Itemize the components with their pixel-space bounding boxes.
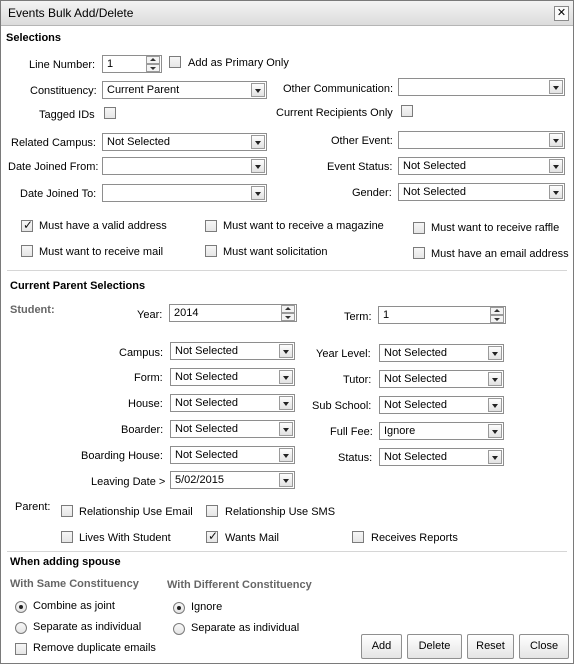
solicitation-label: Must want solicitation [223, 246, 328, 258]
other-event-select[interactable] [398, 131, 565, 149]
chevron-down-icon[interactable] [549, 133, 563, 147]
chevron-down-icon[interactable] [279, 473, 293, 487]
relationship-sms-label: Relationship Use SMS [225, 506, 336, 518]
lives-with-student-label: Lives With Student [79, 532, 171, 544]
tutor-select[interactable]: Not Selected [379, 370, 504, 388]
current-recipients-checkbox[interactable] [401, 105, 413, 117]
spin-up-icon[interactable] [146, 56, 160, 64]
form-label: Form: [134, 372, 163, 384]
mail-checkbox[interactable] [21, 245, 33, 257]
magazine-label: Must want to receive a magazine [223, 220, 384, 232]
relationship-sms-checkbox[interactable] [206, 505, 218, 517]
valid-address-checkbox[interactable] [21, 220, 33, 232]
relationship-email-checkbox[interactable] [61, 505, 73, 517]
parent-label: Parent: [15, 501, 51, 513]
campus-label: Campus: [119, 347, 164, 359]
spin-down-icon[interactable] [146, 64, 160, 72]
spouse-header: When adding spouse [10, 556, 121, 568]
date-joined-from-label: Date Joined From: [8, 161, 99, 173]
year-label: Year: [137, 309, 163, 321]
same-separate-label: Separate as individual [33, 621, 142, 633]
date-joined-to-label: Date Joined To: [20, 188, 97, 200]
magazine-checkbox[interactable] [205, 220, 217, 232]
add-button[interactable]: Add [361, 634, 402, 659]
spinner[interactable] [146, 56, 160, 72]
chevron-down-icon[interactable] [279, 370, 293, 384]
chevron-down-icon[interactable] [488, 424, 502, 438]
gender-select[interactable]: Not Selected [398, 183, 565, 201]
spinner[interactable] [281, 305, 295, 321]
reset-button[interactable]: Reset [467, 634, 514, 659]
chevron-down-icon[interactable] [549, 185, 563, 199]
email-address-label: Must have an email address [431, 248, 569, 260]
sub-school-label: Sub School: [312, 400, 372, 412]
chevron-down-icon[interactable] [279, 396, 293, 410]
full-fee-select[interactable]: Ignore [379, 422, 504, 440]
leaving-date-label: Leaving Date > [91, 476, 166, 488]
line-number-stepper[interactable]: 1 [102, 55, 162, 73]
chevron-down-icon[interactable] [251, 135, 265, 149]
house-select[interactable]: Not Selected [170, 394, 295, 412]
spin-down-icon[interactable] [281, 313, 295, 321]
same-constituency-header: With Same Constituency [10, 578, 139, 590]
delete-button[interactable]: Delete [407, 634, 462, 659]
constituency-label: Constituency: [30, 85, 97, 97]
different-constituency-header: With Different Constituency [167, 579, 312, 591]
chevron-down-icon[interactable] [488, 398, 502, 412]
raffle-checkbox[interactable] [413, 222, 425, 234]
close-icon[interactable]: ✕ [554, 6, 569, 21]
title-bar[interactable] [1, 1, 573, 26]
boarder-select[interactable]: Not Selected [170, 420, 295, 438]
other-communication-label: Other Communication: [283, 83, 394, 95]
tagged-ids-label: Tagged IDs [39, 109, 95, 121]
spinner[interactable] [490, 307, 504, 323]
related-campus-select[interactable]: Not Selected [102, 133, 267, 151]
gender-label: Gender: [352, 187, 392, 199]
chevron-down-icon[interactable] [251, 83, 265, 97]
selections-header: Selections [6, 32, 62, 44]
combine-joint-label: Combine as joint [33, 600, 115, 612]
receives-reports-checkbox[interactable] [352, 531, 364, 543]
other-event-label: Other Event: [331, 135, 393, 147]
campus-select[interactable]: Not Selected [170, 342, 295, 360]
spin-down-icon[interactable] [490, 315, 504, 323]
diff-separate-label: Separate as individual [191, 622, 300, 634]
add-primary-label: Add as Primary Only [188, 57, 289, 69]
email-address-checkbox[interactable] [413, 247, 425, 259]
diff-separate-radio[interactable] [173, 623, 185, 635]
combine-joint-radio[interactable] [15, 601, 27, 613]
tagged-ids-checkbox[interactable] [104, 107, 116, 119]
add-primary-checkbox[interactable] [169, 56, 181, 68]
form-select[interactable]: Not Selected [170, 368, 295, 386]
chevron-down-icon[interactable] [279, 344, 293, 358]
year-level-select[interactable]: Not Selected [379, 344, 504, 362]
boarding-house-select[interactable]: Not Selected [170, 446, 295, 464]
divider [7, 551, 567, 552]
chevron-down-icon[interactable] [251, 159, 265, 173]
year-level-label: Year Level: [316, 348, 371, 360]
line-number-label: Line Number: [29, 59, 96, 71]
parent-selections-header: Current Parent Selections [10, 280, 146, 292]
remove-duplicates-checkbox[interactable] [15, 643, 27, 655]
term-stepper[interactable]: 1 [378, 306, 506, 324]
date-joined-to-select[interactable] [102, 184, 267, 202]
mail-label: Must want to receive mail [39, 246, 164, 258]
current-recipients-label: Current Recipients Only [276, 107, 393, 119]
sub-school-select[interactable]: Not Selected [379, 396, 504, 414]
divider [7, 270, 567, 271]
chevron-down-icon[interactable] [549, 80, 563, 94]
related-campus-label: Related Campus: [11, 137, 96, 149]
close-button[interactable]: Close [519, 634, 569, 659]
spin-up-icon[interactable] [281, 305, 295, 313]
constituency-select[interactable]: Current Parent [102, 81, 267, 99]
tutor-label: Tutor: [343, 374, 372, 386]
boarding-house-label: Boarding House: [81, 450, 163, 462]
leaving-date-select[interactable]: 5/02/2015 [170, 471, 295, 489]
wants-mail-label: Wants Mail [225, 532, 279, 544]
full-fee-label: Full Fee: [330, 426, 373, 438]
chevron-down-icon[interactable] [488, 372, 502, 386]
term-label: Term: [344, 311, 372, 323]
chevron-down-icon[interactable] [488, 450, 502, 464]
wants-mail-checkbox[interactable] [206, 531, 218, 543]
chevron-down-icon[interactable] [279, 422, 293, 436]
valid-address-label: Must have a valid address [39, 220, 167, 232]
status-label: Status: [338, 452, 373, 464]
chevron-down-icon[interactable] [251, 186, 265, 200]
status-select[interactable]: Not Selected [379, 448, 504, 466]
spin-up-icon[interactable] [490, 307, 504, 315]
window-title: Events Bulk Add/Delete [8, 6, 134, 20]
same-separate-radio[interactable] [15, 622, 27, 634]
remove-duplicates-label: Remove duplicate emails [33, 642, 156, 654]
event-status-select[interactable]: Not Selected [398, 157, 565, 175]
chevron-down-icon[interactable] [549, 159, 563, 173]
event-status-label: Event Status: [327, 161, 393, 173]
house-label: House: [128, 398, 163, 410]
receives-reports-label: Receives Reports [371, 532, 458, 544]
relationship-email-label: Relationship Use Email [79, 506, 193, 518]
boarder-label: Boarder: [121, 424, 164, 436]
lives-with-student-checkbox[interactable] [61, 531, 73, 543]
raffle-label: Must want to receive raffle [431, 222, 560, 234]
ignore-radio[interactable] [173, 602, 185, 614]
chevron-down-icon[interactable] [279, 448, 293, 462]
student-label: Student: [10, 304, 55, 316]
chevron-down-icon[interactable] [488, 346, 502, 360]
year-stepper[interactable]: 2014 [169, 304, 297, 322]
solicitation-checkbox[interactable] [205, 245, 217, 257]
other-communication-select[interactable] [398, 78, 565, 96]
date-joined-from-select[interactable] [102, 157, 267, 175]
ignore-label: Ignore [191, 601, 223, 613]
